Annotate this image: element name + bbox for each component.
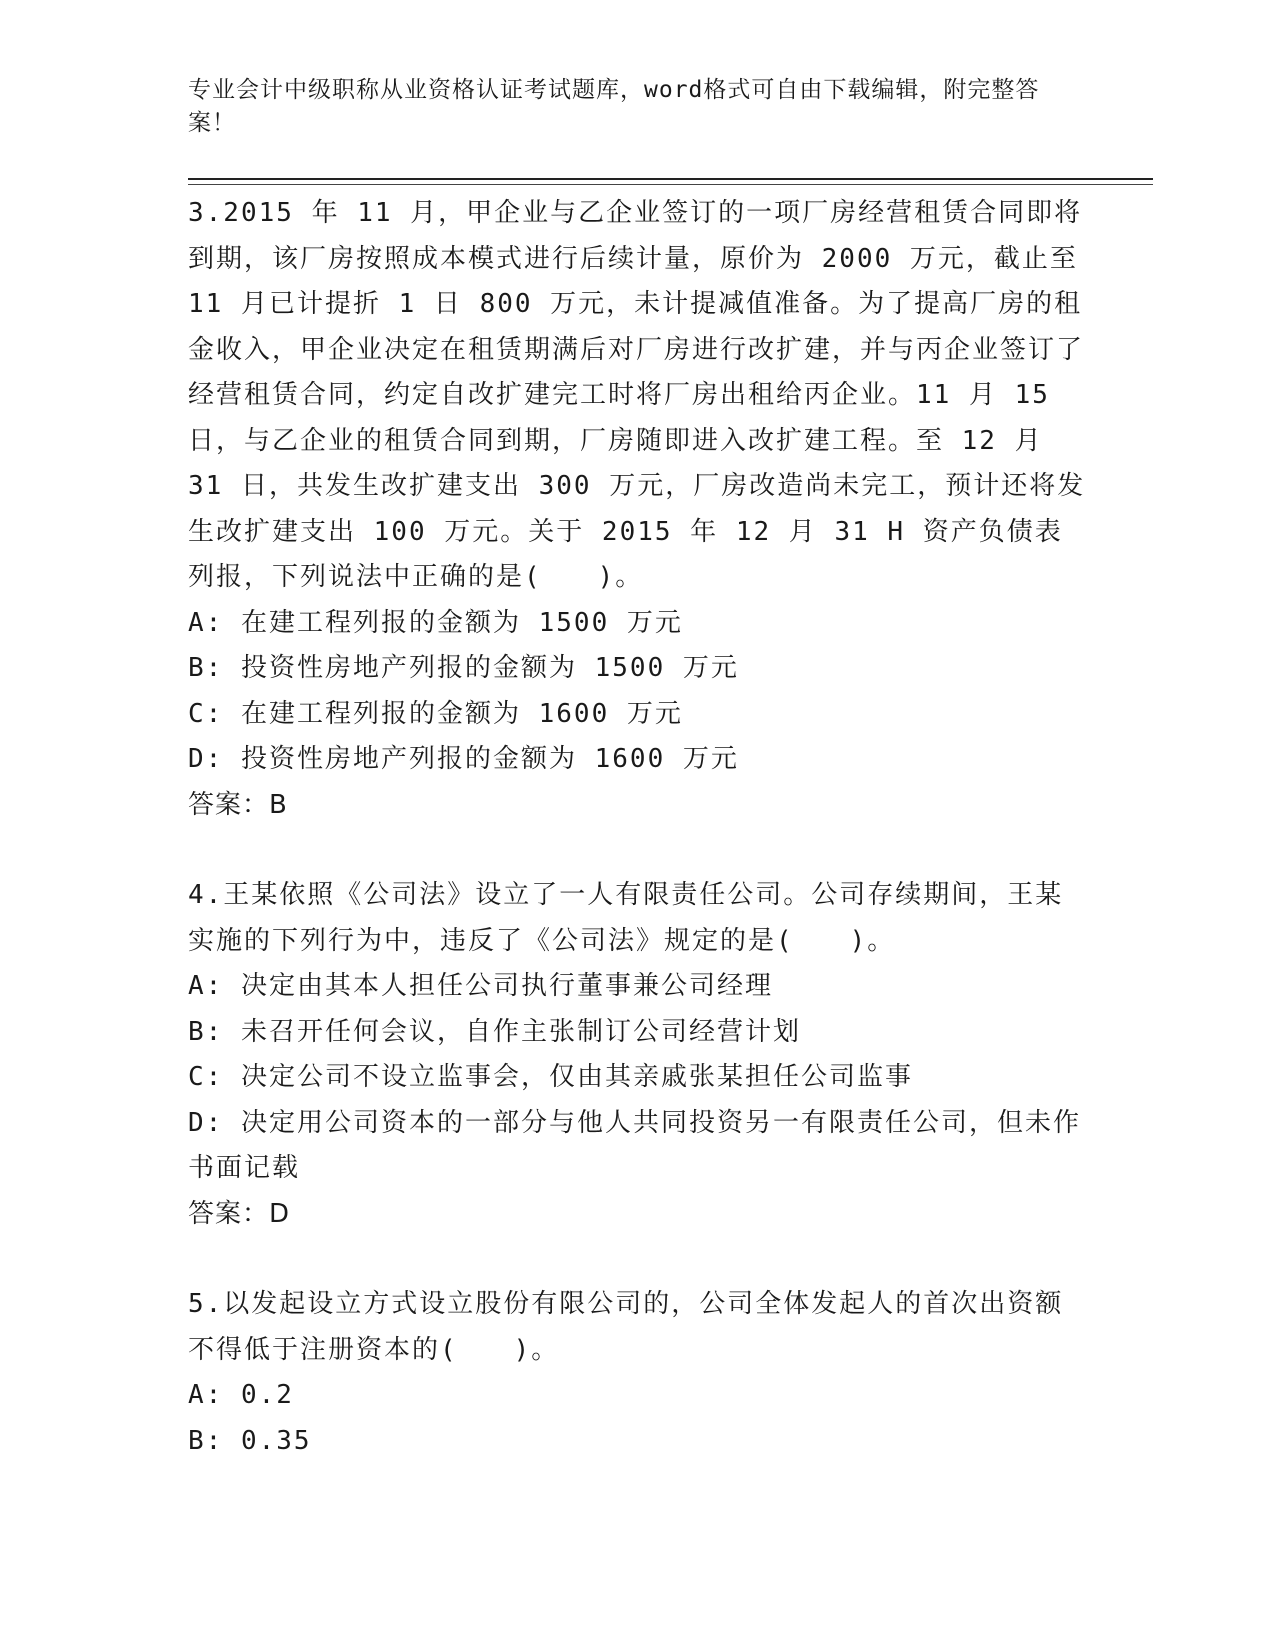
document-header: 专业会计中级职称从业资格认证考试题库，word格式可自由下载编辑，附完整答案！ <box>188 77 1040 136</box>
question-3 <box>188 191 1096 828</box>
answer-label: 答案：B <box>188 789 288 820</box>
option-a: A: 在建工程列报的金额为 1500 万元 <box>188 607 683 638</box>
option-b: B: 投资性房地产列报的金额为 1500 万元 <box>188 653 739 683</box>
option-a: A: 决定由其本人担任公司执行董事兼公司经理 <box>188 971 773 1001</box>
option-b: B: 0.35 <box>188 1425 312 1456</box>
option-b: B: 未召开任何会议，自作主张制订公司经营计划 <box>188 1016 801 1047</box>
option-c: C: 决定公司不设立监事会，仅由其亲戚张某担任公司监事 <box>188 1062 913 1092</box>
question-stem: 5.以发起设立方式设立股份有限公司的，公司全体发起人的首次出资额不得低于注册资本的( )。 <box>188 1289 1064 1365</box>
question-4 <box>188 873 1088 1237</box>
option-a: A: 0.2 <box>188 1380 294 1410</box>
answer-label: 答案：D <box>188 1198 291 1229</box>
question-stem: 3.2015 年 11 月，甲企业与乙企业签订的一项厂房经营租赁合同即将到期，该厂房按照成本模式进行后续计量，原价为 2000 万元，截止至 11 月已计提折 1 日 800 万元，未计提减值准备。为了提高厂房的租金收入，甲企业决定在租赁期满后对厂房进行改扩建，并与丙企业签订了经营租赁合同，约定自改扩建完工时将厂房出租给丙企业。11 月 15 日，与乙企业的租赁合同到期，厂房随即进入改扩建工程。至 12 月 31 日，共发生改扩建支出 300 万元，厂房改造尚未完工，预计还将发生改扩建支出 100 万元。关于 2015 年 12 月 31 H 资产负债表列报，下列说法中正确的是( )。 <box>188 198 1096 592</box>
header-rule-thick <box>188 178 1153 180</box>
option-d: D: 决定用公司资本的一部分与他人共同投资另一有限责任公司，但未作书面记载 <box>188 1107 1081 1183</box>
question-list <box>188 191 1096 1464</box>
option-c: C: 在建工程列报的金额为 1600 万元 <box>188 698 683 729</box>
question-5 <box>188 1282 1088 1464</box>
header-rule-thin <box>188 184 1153 185</box>
question-stem: 4.王某依照《公司法》设立了一人有限责任公司。公司存续期间，王某实施的下列行为中，违反了《公司法》规定的是( )。 <box>188 880 1064 956</box>
option-d: D: 投资性房地产列报的金额为 1600 万元 <box>188 744 739 774</box>
